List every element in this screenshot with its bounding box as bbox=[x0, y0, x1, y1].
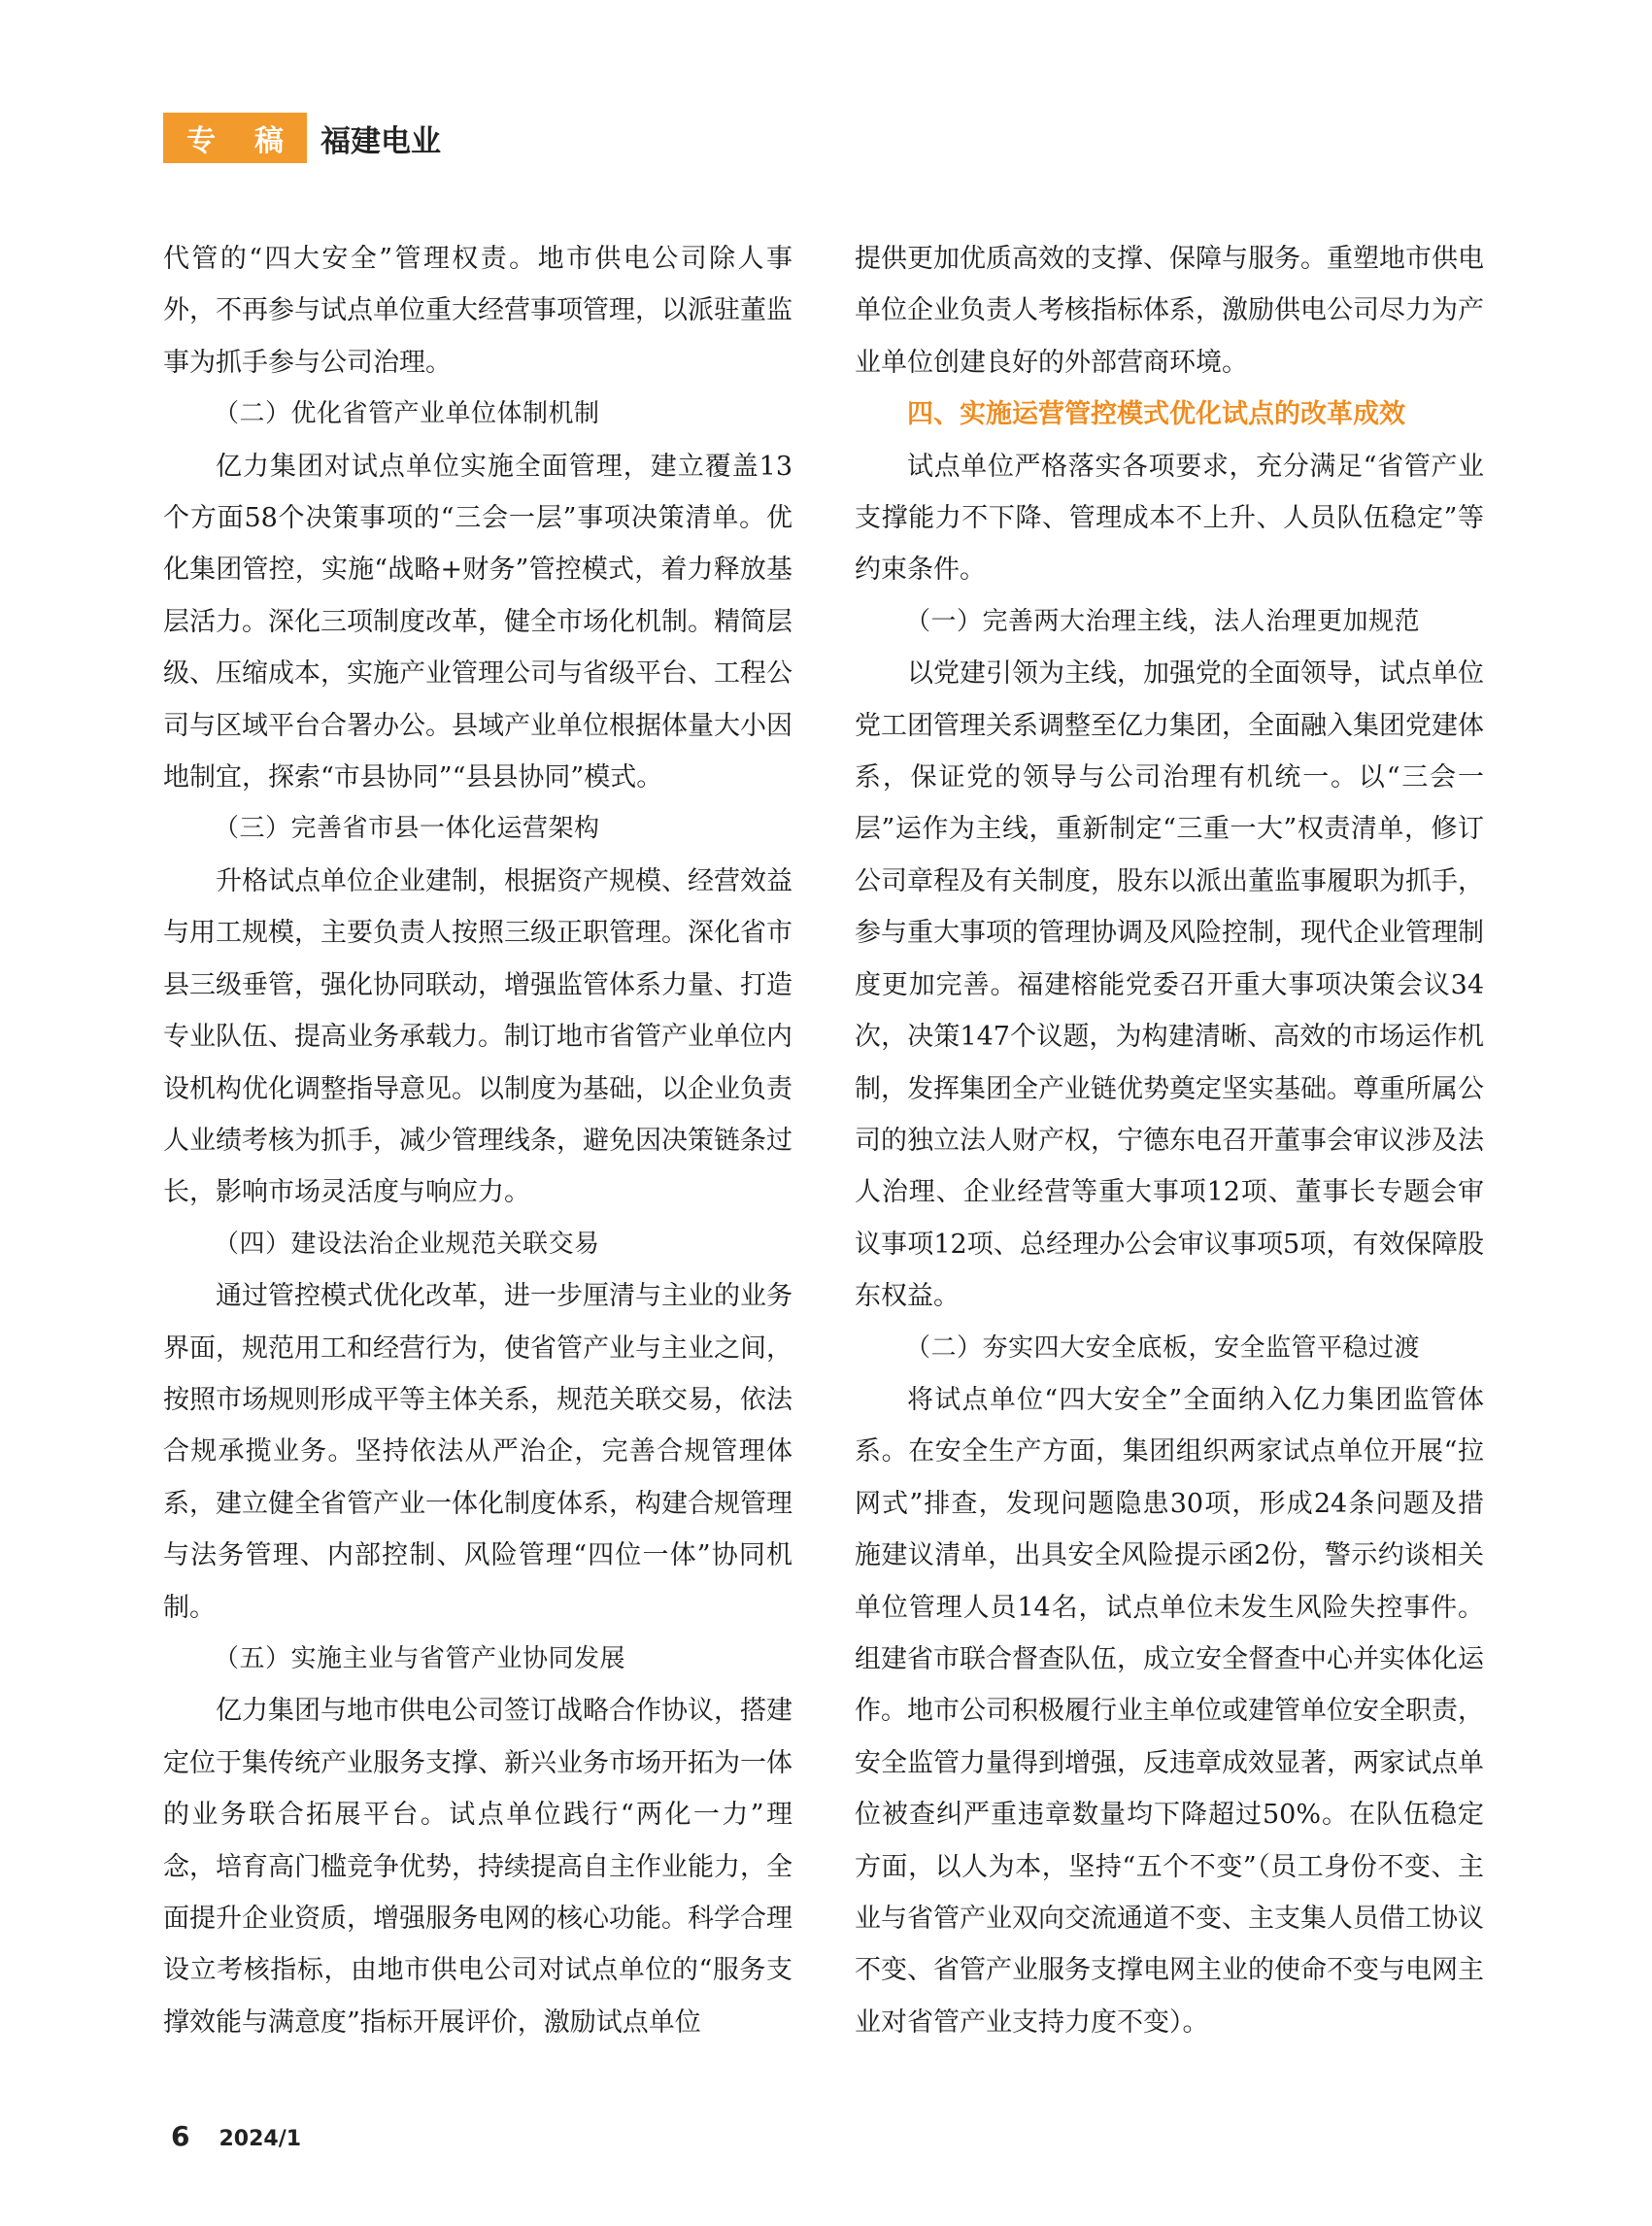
subheading: （二）优化省管产业单位体制机制 bbox=[214, 399, 600, 429]
paragraph: 通过管控模式优化改革，进一步厘清与主业的业务界面，规范用工和经营行为，使省管产业与主业之间，按照市场规则形成平等主体关系，规范关联交易，依法合规承揽业务。坚持依法从严治企，完善合规管理体系，建立健全省管产业一体化制度体系，构建合规管理与法务管理、内部控制、风险管理“四位一体”协同机制。 bbox=[163, 1281, 792, 1623]
paragraph: 以党建引领为主线，加强党的全面领导，试点单位党工团管理关系调整至亿力集团，全面融入集团党建体系，保证党的领导与公司治理有机统一。以“三会一层”运作为主线，重新制定“三重一大”权责清单，修订公司章程及有关制度，股东以派出董监事履职为抓手，参与重大事项的管理协调及风险控制，现代企业管理制度更加完善。福建榕能党委召开重大事项决策会议34次，决策147个议题，为构建清晰、高效的市场运作机制，发挥集团全产业链优势奠定坚实基础。尊重所属公司的独立法人财产权，宁德东电召开董事会审议涉及法人治理、企业经营等重大事项12项、董事长专题会审议事项12项、总经理办公会审议事项5项，有效保障股东权益。 bbox=[855, 658, 1484, 1312]
section-tag-right: 稿 bbox=[254, 124, 284, 158]
left-column bbox=[163, 233, 792, 2048]
section-heading: 四、实施运营管控模式优化试点的改革成效 bbox=[907, 399, 1405, 430]
subheading: （二）夯实四大安全底板，安全监管平稳过渡 bbox=[905, 1332, 1421, 1363]
section-tag-left: 专 bbox=[186, 124, 216, 158]
issue-date: 2024/1 bbox=[219, 2127, 302, 2151]
paragraph: 亿力集团对试点单位实施全面管理，建立覆盖13个方面58个决策事项的“三会一层”事项决策清单。优化集团管控，实施“战略+财务”管控模式，着力释放基层活力。深化三项制度改革，健全市场化机制。精简层级、压缩成本，实施产业管理公司与省级平台、工程公司与区域平台合署办公。县域产业单位根据体量大小因地制宜，探索“市县协同”“县县协同”模式。 bbox=[163, 451, 792, 793]
paragraph: 试点单位严格落实各项要求，充分满足“省管产业支撑能力不下降、管理成本不上升、人员队伍稳定”等约束条件。 bbox=[855, 451, 1484, 586]
paragraph: 亿力集团与地市供电公司签订战略合作协议，搭建定位于集传统产业服务支撑、新兴业务市场开拓为一体的业务联合拓展平台。试点单位践行“两化一力”理念，培育高门槛竞争优势，持续提高自主作业能力，全面提升企业资质，增强服务电网的核心功能。科学合理设立考核指标，由地市供电公司对试点单位的“服务支撑效能与满意度”指标开展评价，激励试点单位 bbox=[163, 1696, 792, 2038]
page-footer bbox=[171, 2120, 301, 2152]
paragraph: 升格试点单位企业建制，根据资产规模、经营效益与用工规模，主要负责人按照三级正职管理。深化省市县三级垂管，强化协同联动，增强监管体系力量、打造专业队伍、提高业务承载力。制订地市省管产业单位内设机构优化调整指导意见。以制度为基础，以企业负责人业绩考核为抓手，减少管理线条，避免因决策链条过长，影响市场灵活度与响应力。 bbox=[163, 865, 792, 1208]
magazine-title: 福建电业 bbox=[320, 123, 441, 159]
page-number: 6 bbox=[171, 2120, 190, 2152]
subheading: （三）完善省市县一体化运营架构 bbox=[214, 814, 600, 844]
paragraph: 提供更加优质高效的支撑、保障与服务。重塑地市供电单位企业负责人考核指标体系，激励供电公司尽力为产业单位创建良好的外部营商环境。 bbox=[855, 244, 1484, 378]
subheading: （四）建设法治企业规范关联交易 bbox=[214, 1229, 600, 1259]
subheading: （一）完善两大治理主线，法人治理更加规范 bbox=[905, 606, 1421, 636]
paragraph: 代管的“四大安全”管理权责。地市供电公司除人事外，不再参与试点单位重大经营事项管理，以派驻董监事为抓手参与公司治理。 bbox=[163, 244, 792, 378]
page-header bbox=[163, 113, 441, 163]
paragraph: 将试点单位“四大安全”全面纳入亿力集团监管体系。在安全生产方面，集团组织两家试点单位开展“拉网式”排查，发现问题隐患30项，形成24条问题及措施建议清单，出具安全风险提示函2份，警示约谈相关单位管理人员14名，试点单位未发生风险失控事件。组建省市联合督查队伍，成立安全督查中心并实体化运作。地市公司积极履行业主单位或建管单位安全职责，安全监管力量得到增强，反违章成效显著，两家试点单位被查纠严重违章数量均下降超过50%。在队伍稳定方面，以人为本，坚持“五个不变”（员工身份不变、主业与省管产业双向交流通道不变、主支集人员借工协议不变、省管产业服务支撑电网主业的使命不变与电网主业对省管产业支持力度不变）。 bbox=[855, 1384, 1484, 2038]
section-tag bbox=[163, 113, 307, 163]
subheading: （五）实施主业与省管产业协同发展 bbox=[214, 1643, 626, 1673]
right-column bbox=[855, 233, 1484, 2048]
